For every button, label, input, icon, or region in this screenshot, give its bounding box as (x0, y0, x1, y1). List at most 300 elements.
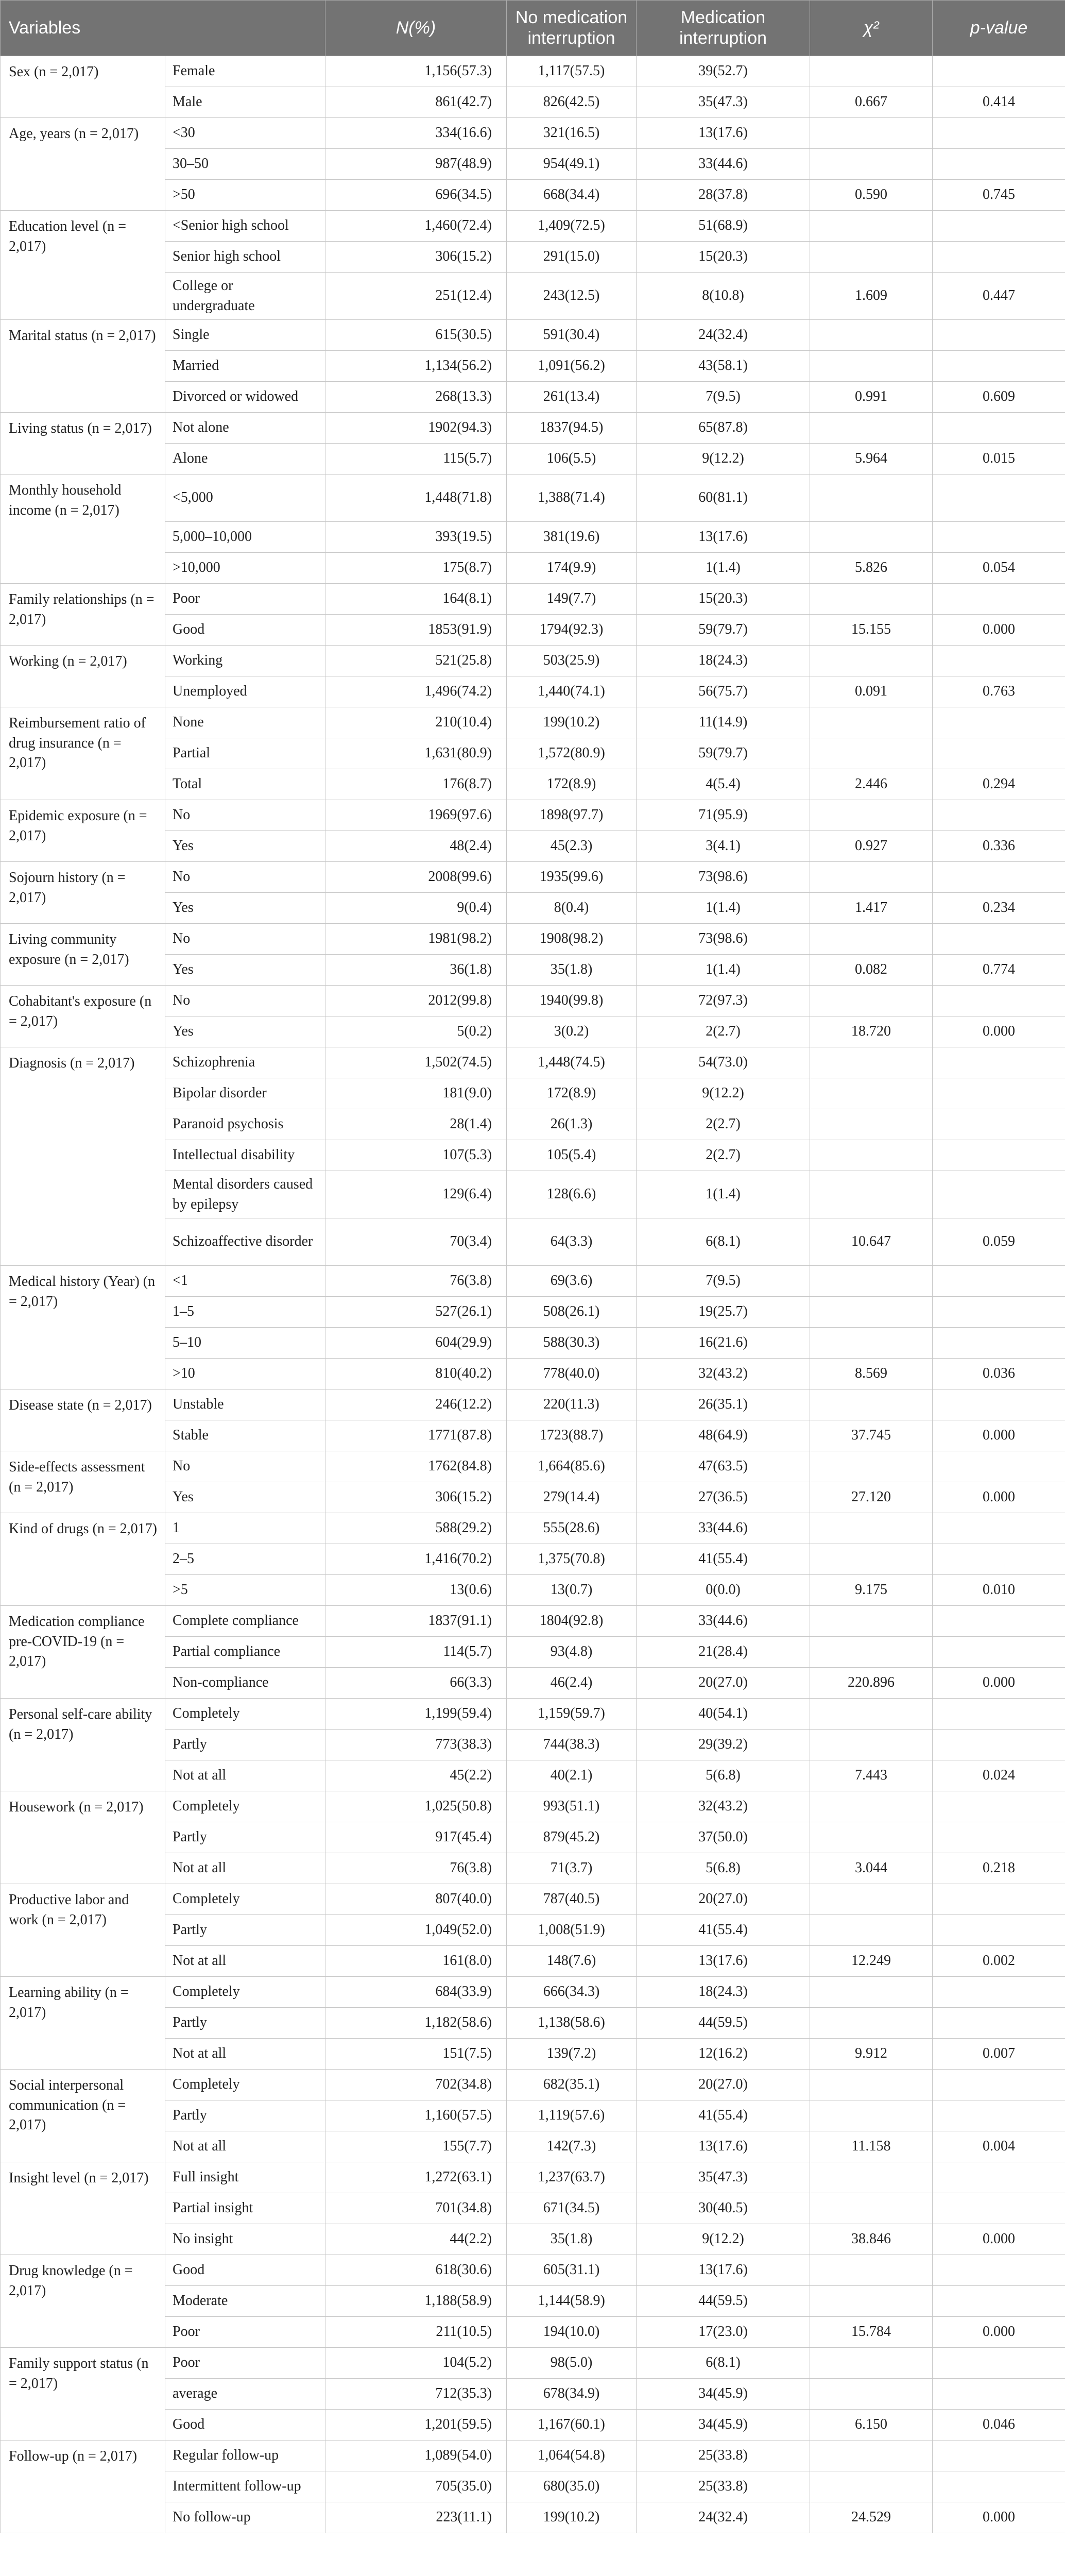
no-interruption-cell: 605(31.1) (507, 2255, 637, 2286)
n-percent-cell: 2008(99.6) (325, 862, 507, 893)
no-interruption-cell: 46(2.4) (507, 1668, 637, 1699)
category-cell: Schizophrenia (165, 1047, 325, 1078)
category-cell: No follow-up (165, 2502, 325, 2533)
interruption-cell: 60(81.1) (637, 474, 810, 522)
p-value-cell: 0.000 (933, 1482, 1065, 1513)
no-interruption-cell: 106(5.5) (507, 444, 637, 474)
header-row (1, 1, 1065, 56)
category-cell: Good (165, 2410, 325, 2441)
empty-cell (810, 1637, 933, 1668)
empty-cell (810, 1109, 933, 1140)
no-interruption-cell: 261(13.4) (507, 382, 637, 413)
interruption-cell: 1(1.4) (637, 1171, 810, 1218)
interruption-cell: 24(32.4) (637, 2502, 810, 2533)
n-percent-cell: 306(15.2) (325, 242, 507, 273)
category-cell: Unemployed (165, 676, 325, 707)
empty-cell (933, 2100, 1065, 2131)
category-cell: 5,000–10,000 (165, 522, 325, 553)
n-percent-cell: 115(5.7) (325, 444, 507, 474)
n-percent-cell: 28(1.4) (325, 1109, 507, 1140)
variable-label: Housework (n = 2,017) (1, 1791, 165, 1884)
n-percent-cell: 684(33.9) (325, 1977, 507, 2008)
chi-square-cell: 0.091 (810, 676, 933, 707)
table-row (1, 862, 1065, 893)
no-interruption-cell: 1898(97.7) (507, 800, 637, 831)
no-interruption-cell: 682(35.1) (507, 2070, 637, 2100)
interruption-cell: 41(55.4) (637, 2100, 810, 2131)
no-interruption-cell: 45(2.3) (507, 831, 637, 862)
n-percent-cell: 1837(91.1) (325, 1606, 507, 1637)
n-percent-cell: 987(48.9) (325, 149, 507, 180)
n-percent-cell: 5(0.2) (325, 1016, 507, 1047)
empty-cell (933, 2162, 1065, 2193)
n-percent-cell: 1981(98.2) (325, 924, 507, 955)
empty-cell (810, 800, 933, 831)
p-value-cell: 0.234 (933, 893, 1065, 924)
empty-cell (933, 2008, 1065, 2039)
empty-cell (933, 351, 1065, 382)
empty-cell (810, 413, 933, 444)
table-row (1, 413, 1065, 444)
no-interruption-cell: 40(2.1) (507, 1760, 637, 1791)
no-interruption-cell: 1,664(85.6) (507, 1451, 637, 1482)
n-percent-cell: 1,160(57.5) (325, 2100, 507, 2131)
interruption-cell: 16(21.6) (637, 1328, 810, 1359)
interruption-cell: 48(64.9) (637, 1420, 810, 1451)
table-row (1, 986, 1065, 1016)
n-percent-cell: 861(42.7) (325, 87, 507, 118)
empty-cell (810, 1791, 933, 1822)
n-percent-cell: 114(5.7) (325, 1637, 507, 1668)
p-value-cell: 0.294 (933, 769, 1065, 800)
empty-cell (933, 320, 1065, 351)
n-percent-cell: 1,502(74.5) (325, 1047, 507, 1078)
empty-cell (810, 2441, 933, 2471)
n-percent-cell: 705(35.0) (325, 2471, 507, 2502)
p-value-cell: 0.000 (933, 1668, 1065, 1699)
empty-cell (810, 2471, 933, 2502)
variable-label: Disease state (n = 2,017) (1, 1389, 165, 1451)
interruption-cell: 7(9.5) (637, 382, 810, 413)
chi-square-cell: 220.896 (810, 1668, 933, 1699)
empty-cell (810, 211, 933, 242)
header-chi-square: χ² (810, 1, 933, 56)
no-interruption-cell: 105(5.4) (507, 1140, 637, 1171)
no-interruption-cell: 93(4.8) (507, 1637, 637, 1668)
chi-square-cell: 18.720 (810, 1016, 933, 1047)
n-percent-cell: 155(7.7) (325, 2131, 507, 2162)
empty-cell (933, 1171, 1065, 1218)
empty-cell (933, 522, 1065, 553)
empty-cell (933, 2471, 1065, 2502)
n-percent-cell: 604(29.9) (325, 1328, 507, 1359)
empty-cell (933, 646, 1065, 676)
empty-cell (933, 1451, 1065, 1482)
category-cell: Completely (165, 1977, 325, 2008)
empty-cell (933, 56, 1065, 87)
variable-label: Drug knowledge (n = 2,017) (1, 2255, 165, 2348)
n-percent-cell: 211(10.5) (325, 2317, 507, 2348)
n-percent-cell: 104(5.2) (325, 2348, 507, 2379)
no-interruption-cell: 26(1.3) (507, 1109, 637, 1140)
empty-cell (933, 1977, 1065, 2008)
n-percent-cell: 45(2.2) (325, 1760, 507, 1791)
variable-label: Family support status (n = 2,017) (1, 2348, 165, 2441)
interruption-cell: 33(44.6) (637, 1513, 810, 1544)
no-interruption-cell: 139(7.2) (507, 2039, 637, 2070)
n-percent-cell: 13(0.6) (325, 1575, 507, 1606)
empty-cell (810, 1297, 933, 1328)
table-row (1, 1791, 1065, 1822)
interruption-cell: 13(17.6) (637, 522, 810, 553)
category-cell: Partial (165, 738, 325, 769)
empty-cell (933, 2255, 1065, 2286)
category-cell: Single (165, 320, 325, 351)
interruption-cell: 51(68.9) (637, 211, 810, 242)
empty-cell (933, 1513, 1065, 1544)
header-interruption: Medication interruption (637, 1, 810, 56)
variable-label: Working (n = 2,017) (1, 646, 165, 707)
no-interruption-cell: 787(40.5) (507, 1884, 637, 1915)
category-cell: Good (165, 2255, 325, 2286)
interruption-cell: 7(9.5) (637, 1266, 810, 1297)
interruption-cell: 6(8.1) (637, 1218, 810, 1266)
category-cell: Unstable (165, 1389, 325, 1420)
n-percent-cell: 1762(84.8) (325, 1451, 507, 1482)
variable-label: Social interpersonal communication (n = 2,017) (1, 2070, 165, 2162)
category-cell: >50 (165, 180, 325, 211)
no-interruption-cell: 8(0.4) (507, 893, 637, 924)
empty-cell (810, 2379, 933, 2410)
no-interruption-cell: 128(6.6) (507, 1171, 637, 1218)
n-percent-cell: 702(34.8) (325, 2070, 507, 2100)
n-percent-cell: 76(3.8) (325, 1266, 507, 1297)
chi-square-cell: 7.443 (810, 1760, 933, 1791)
p-value-cell: 0.024 (933, 1760, 1065, 1791)
interruption-cell: 33(44.6) (637, 1606, 810, 1637)
no-interruption-cell: 1,237(63.7) (507, 2162, 637, 2193)
category-cell: >5 (165, 1575, 325, 1606)
p-value-cell: 0.046 (933, 2410, 1065, 2441)
interruption-cell: 1(1.4) (637, 893, 810, 924)
empty-cell (933, 149, 1065, 180)
empty-cell (810, 351, 933, 382)
no-interruption-cell: 13(0.7) (507, 1575, 637, 1606)
empty-cell (810, 986, 933, 1016)
p-value-cell: 0.609 (933, 382, 1065, 413)
variable-label: Follow-up (n = 2,017) (1, 2441, 165, 2533)
chi-square-cell: 5.964 (810, 444, 933, 474)
interruption-cell: 1(1.4) (637, 553, 810, 584)
category-cell: 2–5 (165, 1544, 325, 1575)
n-percent-cell: 1,201(59.5) (325, 2410, 507, 2441)
category-cell: Poor (165, 2317, 325, 2348)
interruption-cell: 0(0.0) (637, 1575, 810, 1606)
n-percent-cell: 129(6.4) (325, 1171, 507, 1218)
category-cell: Not at all (165, 1853, 325, 1884)
n-percent-cell: 521(25.8) (325, 646, 507, 676)
interruption-cell: 27(36.5) (637, 1482, 810, 1513)
interruption-cell: 9(12.2) (637, 2224, 810, 2255)
interruption-cell: 2(2.7) (637, 1140, 810, 1171)
n-percent-cell: 66(3.3) (325, 1668, 507, 1699)
chi-square-cell: 1.417 (810, 893, 933, 924)
p-value-cell: 0.414 (933, 87, 1065, 118)
empty-cell (933, 2379, 1065, 2410)
interruption-cell: 34(45.9) (637, 2410, 810, 2441)
interruption-cell: 1(1.4) (637, 955, 810, 986)
interruption-cell: 33(44.6) (637, 149, 810, 180)
empty-cell (810, 1513, 933, 1544)
empty-cell (810, 1606, 933, 1637)
category-cell: Completely (165, 1699, 325, 1730)
empty-cell (810, 707, 933, 738)
interruption-cell: 9(12.2) (637, 444, 810, 474)
header-n-percent: N(%) (325, 1, 507, 56)
category-cell: Yes (165, 831, 325, 862)
chi-square-cell: 0.667 (810, 87, 933, 118)
p-value-cell: 0.015 (933, 444, 1065, 474)
n-percent-cell: 1,089(54.0) (325, 2441, 507, 2471)
chi-square-cell: 37.745 (810, 1420, 933, 1451)
interruption-cell: 20(27.0) (637, 2070, 810, 2100)
no-interruption-cell: 671(34.5) (507, 2193, 637, 2224)
interruption-cell: 17(23.0) (637, 2317, 810, 2348)
empty-cell (810, 522, 933, 553)
n-percent-cell: 1,416(70.2) (325, 1544, 507, 1575)
category-cell: Yes (165, 893, 325, 924)
empty-cell (810, 2348, 933, 2379)
empty-cell (810, 1544, 933, 1575)
variable-label: Monthly household income (n = 2,017) (1, 474, 165, 584)
category-cell: <5,000 (165, 474, 325, 522)
empty-cell (933, 924, 1065, 955)
empty-cell (933, 1791, 1065, 1822)
n-percent-cell: 76(3.8) (325, 1853, 507, 1884)
no-interruption-cell: 1,159(59.7) (507, 1699, 637, 1730)
category-cell: Intellectual disability (165, 1140, 325, 1171)
empty-cell (933, 2070, 1065, 2100)
p-value-cell: 0.004 (933, 2131, 1065, 2162)
no-interruption-cell: 744(38.3) (507, 1730, 637, 1760)
interruption-cell: 12(16.2) (637, 2039, 810, 2070)
no-interruption-cell: 1,572(80.9) (507, 738, 637, 769)
n-percent-cell: 161(8.0) (325, 1946, 507, 1977)
no-interruption-cell: 142(7.3) (507, 2131, 637, 2162)
p-value-cell: 0.218 (933, 1853, 1065, 1884)
no-interruption-cell: 1,388(71.4) (507, 474, 637, 522)
category-cell: Completely (165, 1884, 325, 1915)
empty-cell (810, 1328, 933, 1359)
interruption-cell: 11(14.9) (637, 707, 810, 738)
chi-square-cell: 0.590 (810, 180, 933, 211)
no-interruption-cell: 1940(99.8) (507, 986, 637, 1016)
n-percent-cell: 1,134(56.2) (325, 351, 507, 382)
interruption-cell: 21(28.4) (637, 1637, 810, 1668)
category-cell: Schizoaffective disorder (165, 1218, 325, 1266)
table-row (1, 2441, 1065, 2471)
interruption-cell: 24(32.4) (637, 320, 810, 351)
category-cell: Partly (165, 1822, 325, 1853)
no-interruption-cell: 668(34.4) (507, 180, 637, 211)
chi-square-cell: 15.784 (810, 2317, 933, 2348)
category-cell: Working (165, 646, 325, 676)
no-interruption-cell: 666(34.3) (507, 1977, 637, 2008)
chi-square-cell: 12.249 (810, 1946, 933, 1977)
n-percent-cell: 393(19.5) (325, 522, 507, 553)
interruption-cell: 37(50.0) (637, 1822, 810, 1853)
interruption-cell: 15(20.3) (637, 584, 810, 615)
interruption-cell: 54(73.0) (637, 1047, 810, 1078)
table-row (1, 1451, 1065, 1482)
n-percent-cell: 223(11.1) (325, 2502, 507, 2533)
chi-square-cell: 9.912 (810, 2039, 933, 2070)
table-row (1, 2070, 1065, 2100)
p-value-cell: 0.000 (933, 2502, 1065, 2533)
variable-label: Side-effects assessment (n = 2,017) (1, 1451, 165, 1513)
empty-cell (810, 2255, 933, 2286)
category-cell: Male (165, 87, 325, 118)
no-interruption-cell: 503(25.9) (507, 646, 637, 676)
category-cell: No insight (165, 2224, 325, 2255)
n-percent-cell: 527(26.1) (325, 1297, 507, 1328)
n-percent-cell: 44(2.2) (325, 2224, 507, 2255)
category-cell: Intermittent follow-up (165, 2471, 325, 2502)
no-interruption-cell: 1,167(60.1) (507, 2410, 637, 2441)
table-row (1, 1047, 1065, 1078)
variable-label: Sex (n = 2,017) (1, 56, 165, 118)
interruption-cell: 47(63.5) (637, 1451, 810, 1482)
table-row (1, 707, 1065, 738)
p-value-cell: 0.007 (933, 2039, 1065, 2070)
n-percent-cell: 164(8.1) (325, 584, 507, 615)
chi-square-cell: 24.529 (810, 2502, 933, 2533)
category-cell: Partial insight (165, 2193, 325, 2224)
table-body (1, 56, 1065, 2533)
no-interruption-cell: 778(40.0) (507, 1359, 637, 1389)
interruption-cell: 4(5.4) (637, 769, 810, 800)
category-cell: >10,000 (165, 553, 325, 584)
table-header (1, 1, 1065, 56)
interruption-cell: 44(59.5) (637, 2286, 810, 2317)
category-cell: Regular follow-up (165, 2441, 325, 2471)
empty-cell (810, 1730, 933, 1760)
p-value-cell: 0.000 (933, 615, 1065, 646)
p-value-cell: 0.745 (933, 180, 1065, 211)
n-percent-cell: 306(15.2) (325, 1482, 507, 1513)
n-percent-cell: 334(16.6) (325, 118, 507, 149)
empty-cell (933, 2193, 1065, 2224)
variable-label: Productive labor and work (n = 2,017) (1, 1884, 165, 1977)
interruption-cell: 30(40.5) (637, 2193, 810, 2224)
interruption-cell: 13(17.6) (637, 1946, 810, 1977)
no-interruption-cell: 1,091(56.2) (507, 351, 637, 382)
empty-cell (810, 584, 933, 615)
category-cell: Partly (165, 1730, 325, 1760)
p-value-cell: 0.000 (933, 1016, 1065, 1047)
variable-label: Medication compliance pre-COVID-19 (n = 2,017) (1, 1606, 165, 1699)
table-row (1, 1266, 1065, 1297)
empty-cell (933, 1822, 1065, 1853)
empty-cell (810, 474, 933, 522)
category-cell: None (165, 707, 325, 738)
table-row (1, 1884, 1065, 1915)
empty-cell (933, 862, 1065, 893)
interruption-cell: 59(79.7) (637, 615, 810, 646)
category-cell: Good (165, 615, 325, 646)
no-interruption-cell: 64(3.3) (507, 1218, 637, 1266)
category-cell: <1 (165, 1266, 325, 1297)
table-row (1, 474, 1065, 522)
interruption-cell: 34(45.9) (637, 2379, 810, 2410)
empty-cell (810, 2070, 933, 2100)
no-interruption-cell: 174(9.9) (507, 553, 637, 584)
interruption-cell: 20(27.0) (637, 1668, 810, 1699)
no-interruption-cell: 1804(92.8) (507, 1606, 637, 1637)
chi-square-cell: 15.155 (810, 615, 933, 646)
no-interruption-cell: 1,064(54.8) (507, 2441, 637, 2471)
n-percent-cell: 1,199(59.4) (325, 1699, 507, 1730)
empty-cell (933, 1699, 1065, 1730)
no-interruption-cell: 1,138(58.6) (507, 2008, 637, 2039)
p-value-cell: 0.000 (933, 2224, 1065, 2255)
interruption-cell: 13(17.6) (637, 2131, 810, 2162)
no-interruption-cell: 291(15.0) (507, 242, 637, 273)
chi-square-cell: 3.044 (810, 1853, 933, 1884)
variable-label: Kind of drugs (n = 2,017) (1, 1513, 165, 1606)
empty-cell (810, 646, 933, 676)
category-cell: Not at all (165, 1946, 325, 1977)
category-cell: Complete compliance (165, 1606, 325, 1637)
table-row (1, 2348, 1065, 2379)
chi-square-cell: 5.826 (810, 553, 933, 584)
empty-cell (810, 1047, 933, 1078)
category-cell: Partly (165, 2008, 325, 2039)
no-interruption-cell: 3(0.2) (507, 1016, 637, 1047)
no-interruption-cell: 35(1.8) (507, 955, 637, 986)
interruption-cell: 19(25.7) (637, 1297, 810, 1328)
table-row (1, 2162, 1065, 2193)
n-percent-cell: 588(29.2) (325, 1513, 507, 1544)
empty-cell (933, 211, 1065, 242)
category-cell: Total (165, 769, 325, 800)
p-value-cell: 0.000 (933, 2317, 1065, 2348)
n-percent-cell: 1,156(57.3) (325, 56, 507, 87)
interruption-cell: 6(8.1) (637, 2348, 810, 2379)
interruption-cell: 25(33.8) (637, 2471, 810, 2502)
category-cell: 5–10 (165, 1328, 325, 1359)
interruption-cell: 20(27.0) (637, 1884, 810, 1915)
interruption-cell: 18(24.3) (637, 1977, 810, 2008)
empty-cell (933, 118, 1065, 149)
variable-label: Cohabitant's exposure (n = 2,017) (1, 986, 165, 1047)
variable-label: Reimbursement ratio of drug insurance (n = 2,017) (1, 707, 165, 800)
category-cell: Partial compliance (165, 1637, 325, 1668)
no-interruption-cell: 588(30.3) (507, 1328, 637, 1359)
category-cell: Not at all (165, 2131, 325, 2162)
empty-cell (933, 1109, 1065, 1140)
no-interruption-cell: 35(1.8) (507, 2224, 637, 2255)
variable-label: Living community exposure (n = 2,017) (1, 924, 165, 986)
empty-cell (810, 2100, 933, 2131)
no-interruption-cell: 1794(92.3) (507, 615, 637, 646)
empty-cell (933, 2441, 1065, 2471)
p-value-cell: 0.036 (933, 1359, 1065, 1389)
chi-square-cell: 38.846 (810, 2224, 933, 2255)
empty-cell (810, 1078, 933, 1109)
p-value-cell: 0.447 (933, 273, 1065, 320)
category-cell: No (165, 800, 325, 831)
